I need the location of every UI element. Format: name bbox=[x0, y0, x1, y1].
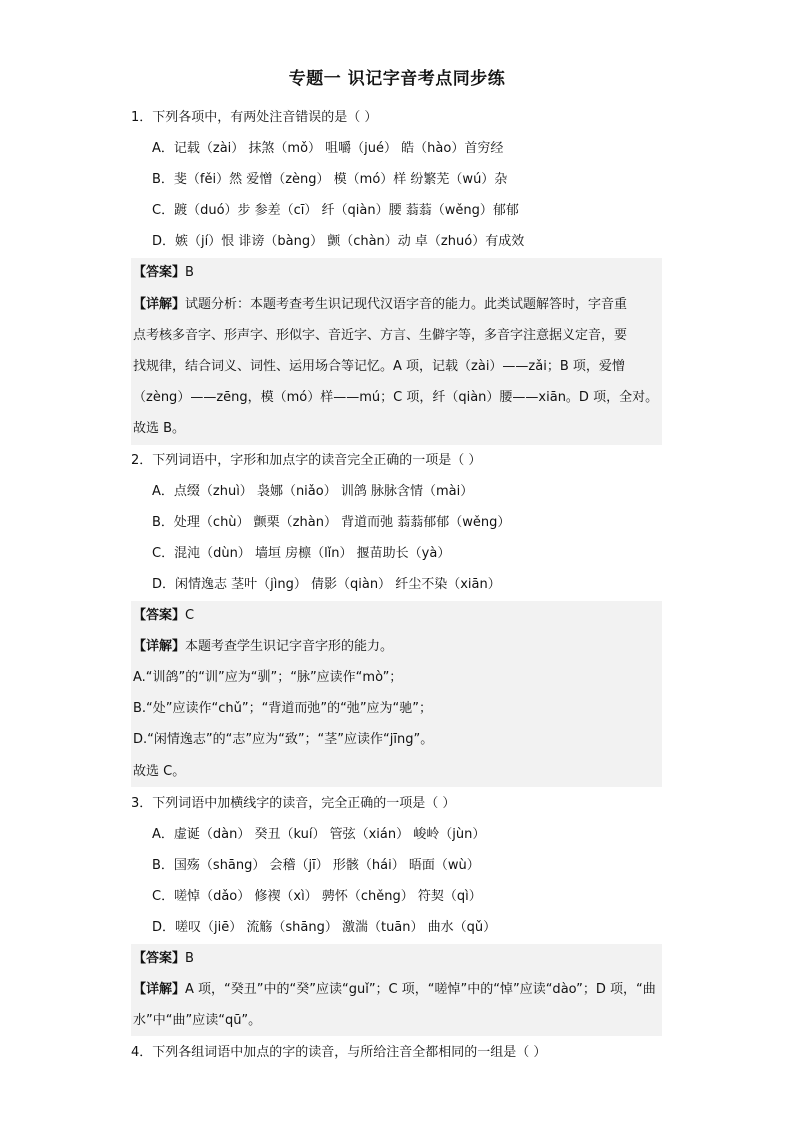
question-3-answer bbox=[133, 949, 194, 969]
detail-text: 本题考查学生识记字音字形的能力。 bbox=[185, 639, 394, 654]
question-3-detail-line-2: 水”中“曲”应读“qū”。 bbox=[133, 1013, 262, 1028]
answer-value: B bbox=[185, 265, 194, 280]
answer-tag: 【答案】 bbox=[133, 608, 186, 623]
question-1-detail-line-2: 点考核多音字、形声字、形似字、音近字、方言、生僻字等，多音字注意据义定音，要 bbox=[133, 328, 628, 343]
question-2-option-d: D．闲情逸志 茎叶（jìng） 倩影（qiàn） 纤尘不染（xiān） bbox=[152, 577, 501, 592]
question-3-stem: 3．下列词语中加横线字的读音，完全正确的一项是（ ） bbox=[131, 796, 456, 811]
question-3-option-d: D．嗟叹（jiē） 流觞（shāng） 激湍（tuān） 曲水（qǔ） bbox=[152, 920, 497, 935]
question-3-option-a: A．虚诞（dàn） 癸丑（kuí） 管弦（xián） 峻岭（jùn） bbox=[152, 827, 486, 842]
question-2-detail-line-3: B.“处”应读作“chǔ”；“背道而弛”的“弛”应为“驰”； bbox=[133, 701, 433, 716]
question-3-detail-line-1 bbox=[133, 980, 656, 1000]
question-1-answer-block bbox=[131, 258, 662, 445]
question-1-detail-line-3: 找规律，结合词义、词性、运用场合等记忆。A 项，记载（zài）——zǎi；B 项，爱憎 bbox=[133, 359, 625, 374]
question-2-detail-line-2: A.“训鸽”的“训”应为“驯”；“脉”应读作“mò”； bbox=[133, 670, 403, 685]
question-3-option-b: B．国殇（shāng） 会稽（jī） 形骸（hái） 晤面（wù） bbox=[152, 858, 480, 873]
question-4-stem: 4．下列各组词语中加点的字的读音，与所给注音全都相同的一组是（ ） bbox=[131, 1045, 547, 1060]
question-2-option-a: A．点缀（zhuì） 袅娜（niǎo） 训鸽 脉脉含情（mài） bbox=[152, 484, 474, 499]
question-2-option-c: C．混沌（dùn） 墙垣 房檩（lǐn） 揠苗助长（yà） bbox=[152, 546, 451, 561]
question-1-detail-line-1 bbox=[133, 295, 627, 315]
question-2-detail-line-4: D.“闲情逸志”的“志”应为“致”；“茎”应读作“jīng”。 bbox=[133, 732, 434, 747]
detail-tag: 【详解】 bbox=[133, 639, 186, 654]
question-2-detail-line-5: 故选 C。 bbox=[133, 764, 186, 779]
question-1-option-c: C．踱（duó）步 参差（cī） 纤（qiàn）腰 蓊蓊（wěng）郁郁 bbox=[152, 203, 519, 218]
question-2-stem: 2．下列词语中，字形和加点字的读音完全正确的一项是（ ） bbox=[131, 453, 482, 468]
question-2-answer-block bbox=[131, 601, 662, 787]
question-1-option-a: A．记载（zài） 抹煞（mǒ） 咀嚼（jué） 皓（hào）首穷经 bbox=[152, 141, 504, 156]
question-1-option-b: B．斐（fěi）然 爱憎（zèng） 模（mó）样 纷繁芜（wú）杂 bbox=[152, 172, 508, 187]
detail-tag: 【详解】 bbox=[133, 982, 186, 997]
answer-value: B bbox=[185, 951, 194, 966]
question-1-detail-line-5: 故选 B。 bbox=[133, 421, 186, 436]
detail-tag: 【详解】 bbox=[133, 297, 186, 312]
question-2-answer bbox=[133, 606, 194, 626]
question-1-stem: 1．下列各项中，有两处注音错误的是（ ） bbox=[131, 110, 378, 125]
detail-text: A 项，“癸丑”中的“癸”应读“guǐ”；C 项，“嗟悼”中的“悼”应读“dào”；D 项，“曲 bbox=[185, 982, 656, 997]
question-1-detail-line-4: （zèng）——zēng，模（mó）样——mú；C 项，纤（qiàn）腰——xiān。D 项，全对。 bbox=[133, 390, 659, 405]
answer-value: C bbox=[185, 608, 195, 623]
question-1-option-d: D．嫉（jí）恨 诽谤（bàng） 颤（chàn）动 卓（zhuó）有成效 bbox=[152, 234, 525, 249]
question-3-option-c: C．嗟悼（dǎo） 修禊（xì） 骋怀（chěng） 符契（qì） bbox=[152, 889, 482, 904]
detail-text: 试题分析：本题考查考生识记现代汉语字音的能力。此类试题解答时，字音重 bbox=[185, 297, 628, 312]
answer-tag: 【答案】 bbox=[133, 265, 186, 280]
question-2-detail-line-1 bbox=[133, 637, 393, 657]
page-title: 专题一 识记字音考点同步练 bbox=[288, 69, 506, 89]
question-2-option-b: B．处理（chù） 颤栗（zhàn） 背道而弛 蓊蓊郁郁（wěng） bbox=[152, 515, 511, 530]
answer-tag: 【答案】 bbox=[133, 951, 186, 966]
question-1-answer bbox=[133, 263, 194, 283]
